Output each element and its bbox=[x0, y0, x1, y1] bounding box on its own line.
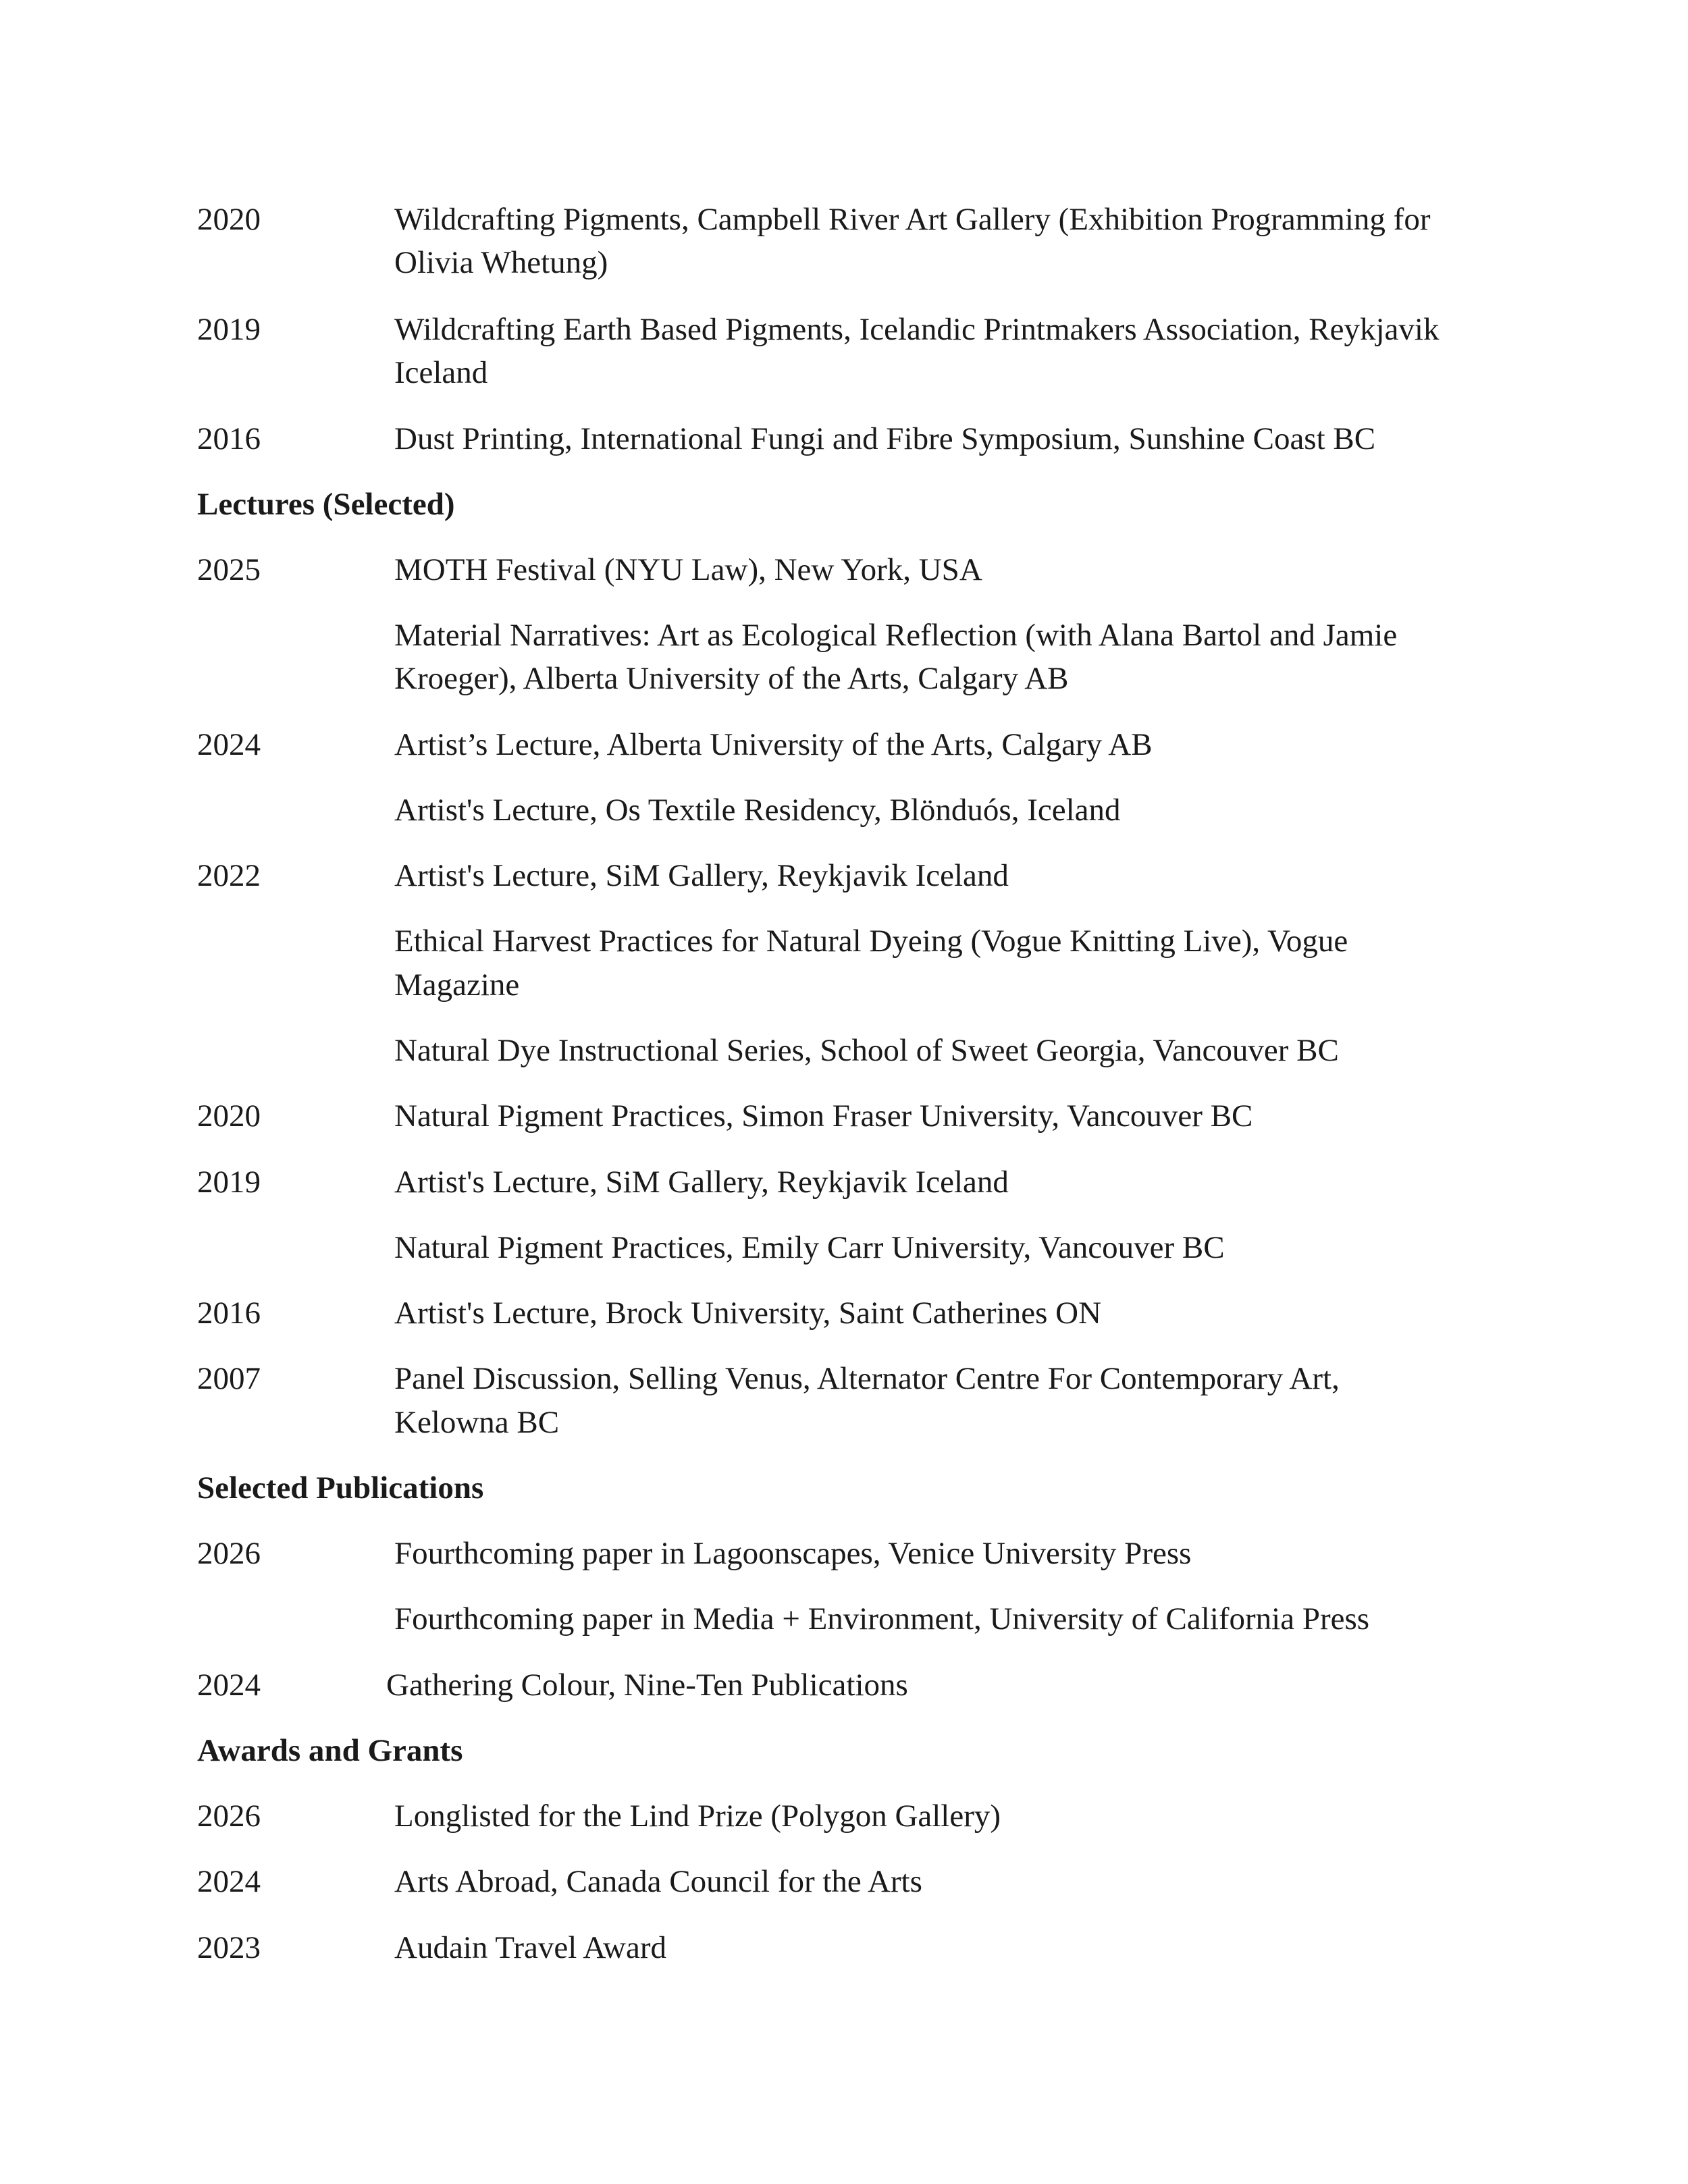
entry-text: Magazine bbox=[394, 967, 520, 1003]
entry-text: Gathering Colour, Nine-Ten Publications bbox=[386, 1668, 908, 1703]
entry-text: Panel Discussion, Selling Venus, Alternator Centre For Contemporary Art, bbox=[394, 1361, 1340, 1396]
entry-text: Artist’s Lecture, Alberta University of the Arts, Calgary AB bbox=[394, 727, 1153, 762]
entry-text: Artist's Lecture, Os Textile Residency, Blönduós, Iceland bbox=[394, 793, 1121, 828]
entry-year: 2026 bbox=[197, 1536, 261, 1571]
entry-text: Wildcrafting Pigments, Campbell River Art Gallery (Exhibition Programming for bbox=[394, 202, 1431, 237]
entry-text: Artist's Lecture, SiM Gallery, Reykjavik Iceland bbox=[394, 1165, 1009, 1200]
entry-text: Artist's Lecture, Brock University, Saint Catherines ON bbox=[394, 1296, 1102, 1331]
entry-year: 2026 bbox=[197, 1799, 261, 1834]
entry-year: 2025 bbox=[197, 552, 261, 587]
entry-text: Kroeger), Alberta University of the Arts, Calgary AB bbox=[394, 661, 1069, 696]
entry-year: 2020 bbox=[197, 202, 261, 237]
entry-text: Audain Travel Award bbox=[394, 1930, 666, 1965]
entry-text: Natural Pigment Practices, Simon Fraser University, Vancouver BC bbox=[394, 1098, 1253, 1134]
entry-text: MOTH Festival (NYU Law), New York, USA bbox=[394, 552, 982, 587]
entry-year: 2019 bbox=[197, 1165, 261, 1200]
entry-year: 2023 bbox=[197, 1930, 261, 1965]
entry-year: 2007 bbox=[197, 1361, 261, 1396]
entry-text: Wildcrafting Earth Based Pigments, Icelandic Printmakers Association, Reykjavik bbox=[394, 312, 1440, 347]
entry-text: Longlisted for the Lind Prize (Polygon Gallery) bbox=[394, 1799, 1001, 1834]
entry-year: 2019 bbox=[197, 312, 261, 347]
section-heading-lectures: Lectures (Selected) bbox=[197, 487, 455, 522]
section-heading-awards: Awards and Grants bbox=[197, 1733, 463, 1768]
entry-text: Fourthcoming paper in Lagoonscapes, Venice University Press bbox=[394, 1536, 1192, 1571]
entry-text: Ethical Harvest Practices for Natural Dyeing (Vogue Knitting Live), Vogue bbox=[394, 924, 1348, 959]
entry-year: 2022 bbox=[197, 858, 261, 893]
entry-year: 2016 bbox=[197, 421, 261, 456]
entry-year: 2024 bbox=[197, 1864, 261, 1899]
entry-text: Material Narratives: Art as Ecological Reflection (with Alana Bartol and Jamie bbox=[394, 618, 1398, 653]
entry-text: Dust Printing, International Fungi and Fibre Symposium, Sunshine Coast BC bbox=[394, 421, 1376, 456]
entry-year: 2016 bbox=[197, 1296, 261, 1331]
entry-text: Natural Pigment Practices, Emily Carr University, Vancouver BC bbox=[394, 1230, 1225, 1265]
entry-text: Natural Dye Instructional Series, School of Sweet Georgia, Vancouver BC bbox=[394, 1033, 1339, 1068]
entry-text: Fourthcoming paper in Media + Environment, University of California Press bbox=[394, 1601, 1370, 1636]
entry-year: 2024 bbox=[197, 727, 261, 762]
entry-text: Arts Abroad, Canada Council for the Arts bbox=[394, 1864, 922, 1899]
entry-text: Olivia Whetung) bbox=[394, 245, 608, 280]
entry-text: Kelowna BC bbox=[394, 1405, 560, 1440]
entry-year: 2020 bbox=[197, 1098, 261, 1134]
entry-text: Iceland bbox=[394, 355, 488, 390]
entry-text: Artist's Lecture, SiM Gallery, Reykjavik Iceland bbox=[394, 858, 1009, 893]
entry-year: 2024 bbox=[197, 1668, 261, 1703]
section-heading-publications: Selected Publications bbox=[197, 1470, 484, 1506]
